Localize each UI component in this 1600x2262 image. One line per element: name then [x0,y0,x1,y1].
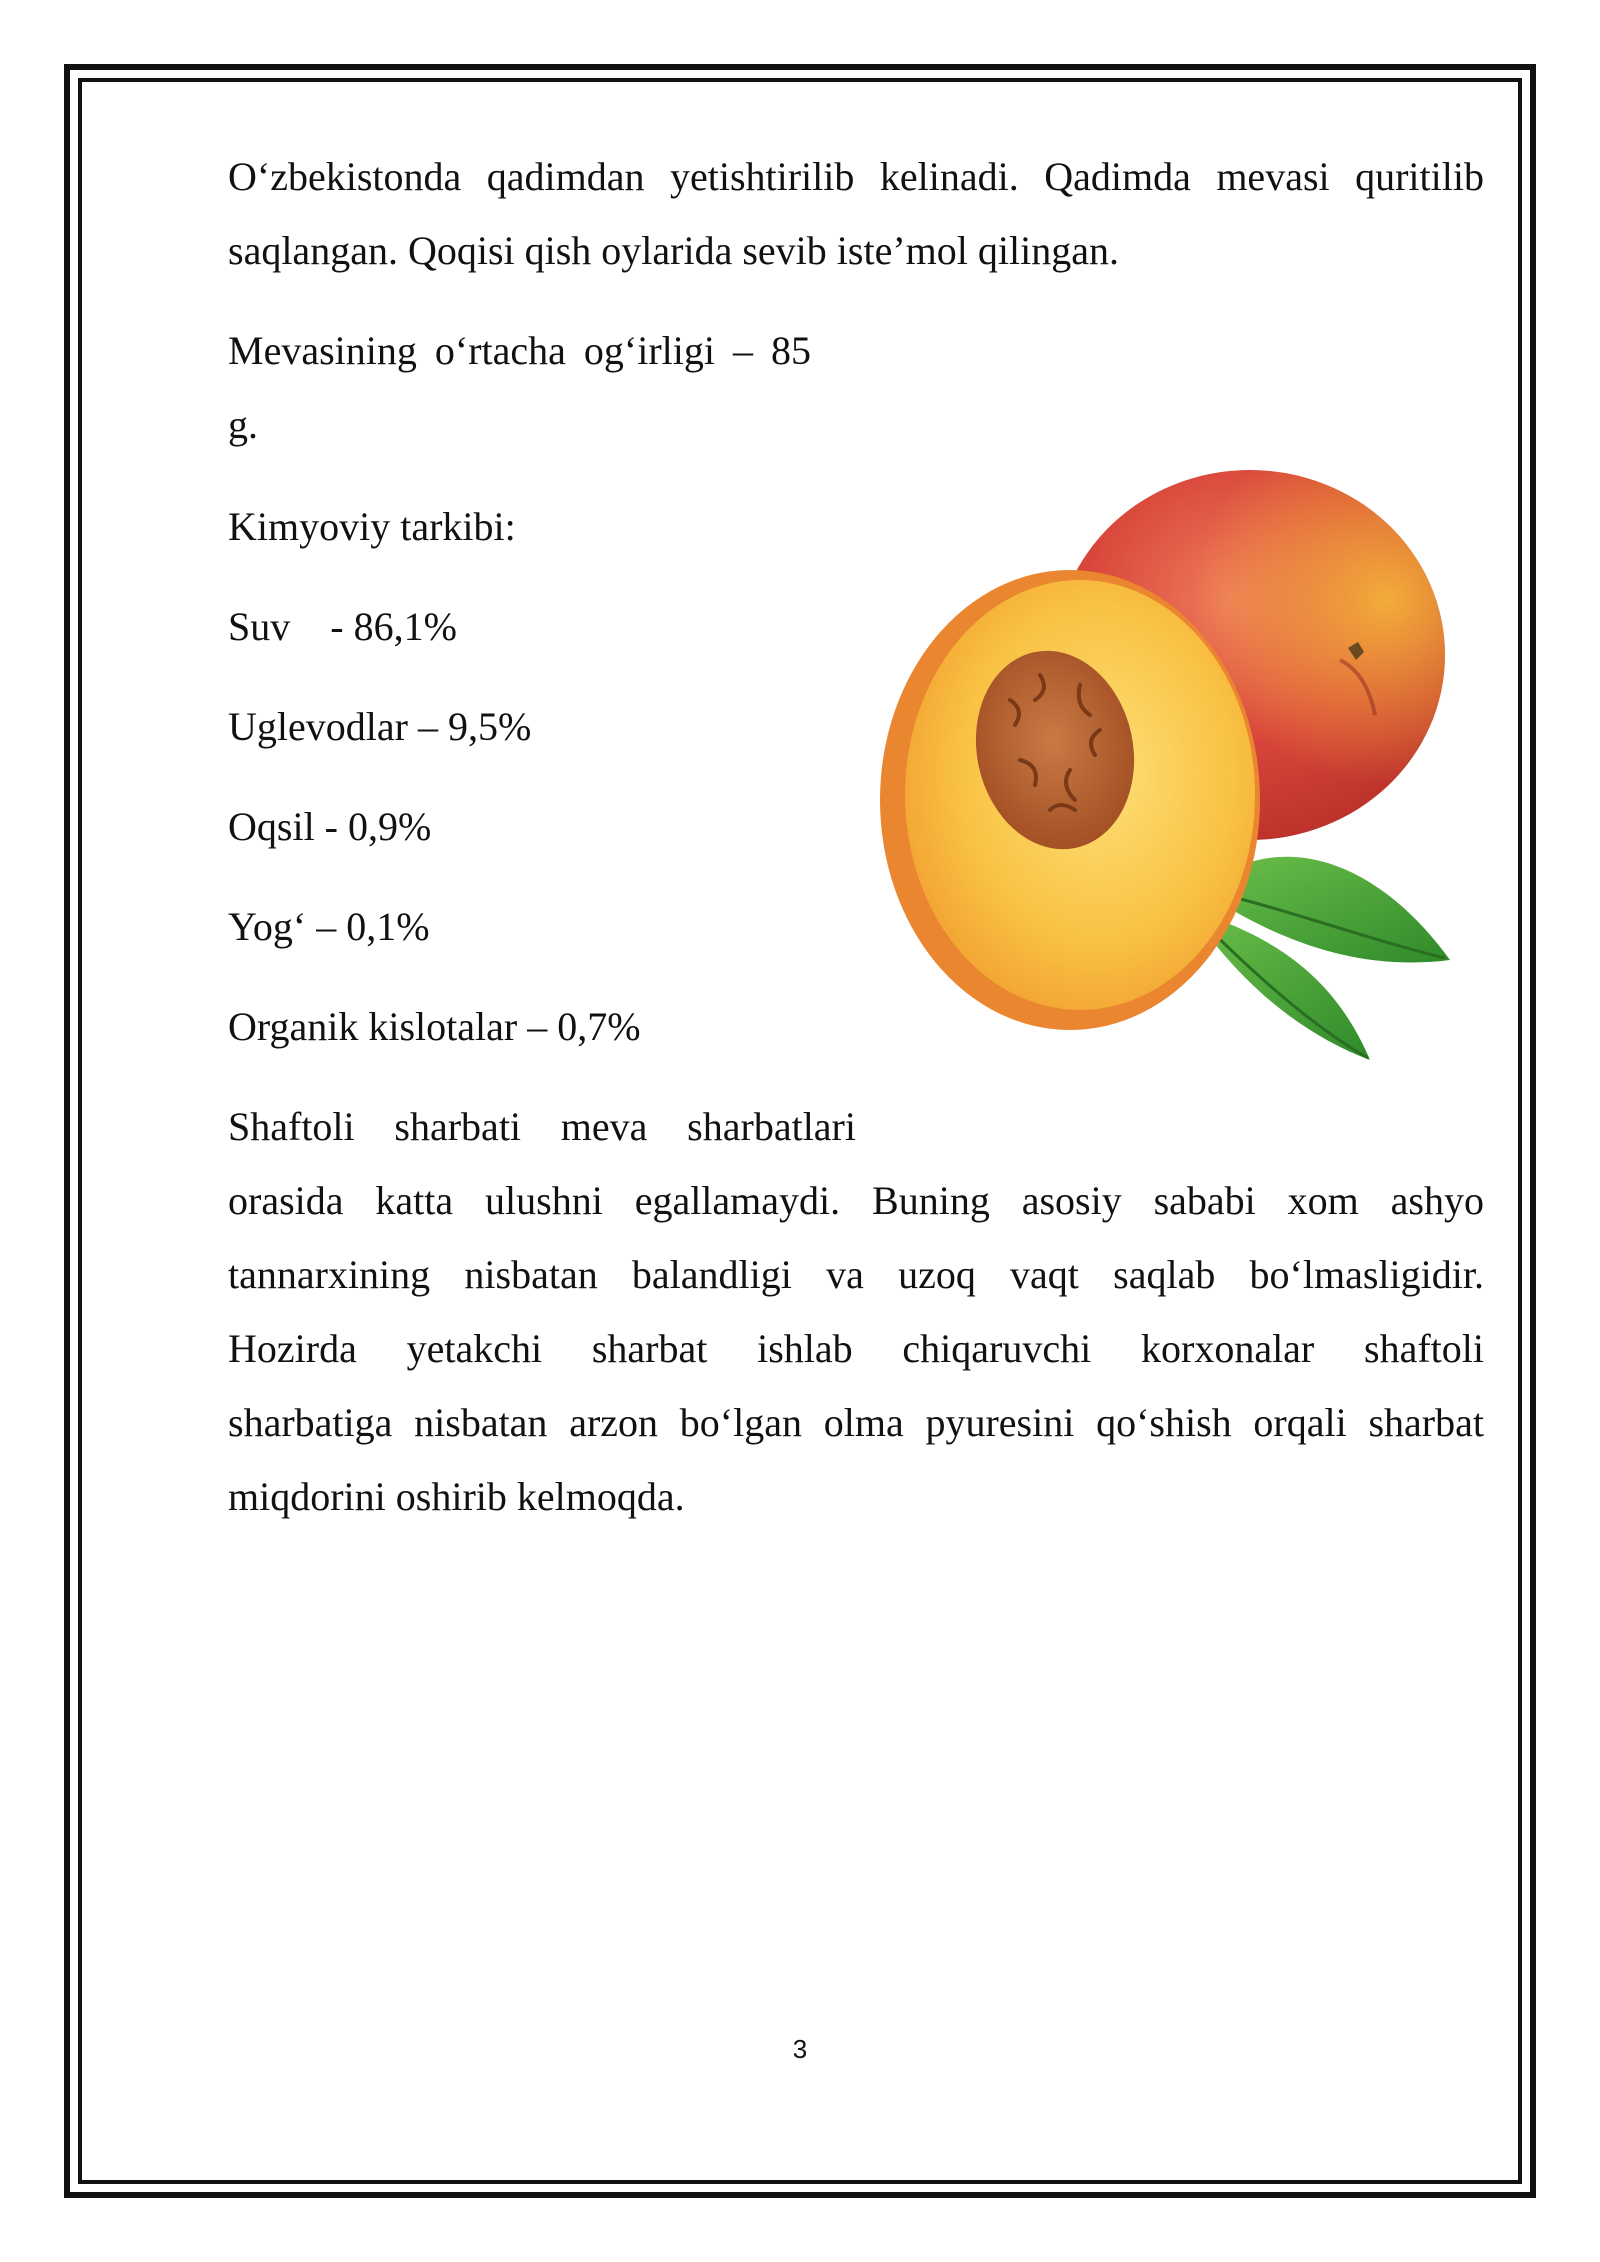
paragraph-1-line-2: saqlangan. Qoqisi qish oylarida sevib iste’mol qilingan. [228,228,1119,273]
paragraph-2-line-5: sharbatiga nisbatan arzon bo‘lgan olma pyuresini qo‘shish orqali sharbat [228,1400,1484,1445]
paragraph-2-line-2: orasida katta ulushni egallamaydi. Buning asosiy sababi xom ashyo [228,1178,1484,1223]
paragraph-2-line-1: Shaftoli sharbati meva sharbatlari [228,1104,856,1149]
paragraph-2-line-4: Hozirda yetakchi sharbat ishlab chiqaruvchi korxonalar shaftoli [228,1326,1484,1371]
composition-protein: Oqsil - 0,9% [228,804,432,849]
composition-heading: Kimyoviy tarkibi: [228,504,516,549]
composition-carbs: Uglevodlar – 9,5% [228,704,532,749]
paragraph-1-line-1: O‘zbekistonda qadimdan yetishtirilib kelinadi. Qadimda mevasi quritilib [228,154,1484,199]
composition-acids: Organik kislotalar – 0,7% [228,1004,641,1049]
composition-fat: Yog‘ – 0,1% [228,904,430,949]
weight-line-1: Mevasining o‘rtacha og‘irligi – 85 [228,328,811,373]
paragraph-2-line-3: tannarxining nisbatan balandligi va uzoq vaqt saqlab bo‘lmasligidir. [228,1252,1484,1297]
composition-water: Suv - 86,1% [228,604,457,649]
peach-illustration-icon [870,470,1470,1070]
weight-line-2: g. [228,402,258,447]
page-number: 3 [792,2034,808,2064]
paragraph-2-line-6: miqdorini oshirib kelmoqda. [228,1474,685,1519]
